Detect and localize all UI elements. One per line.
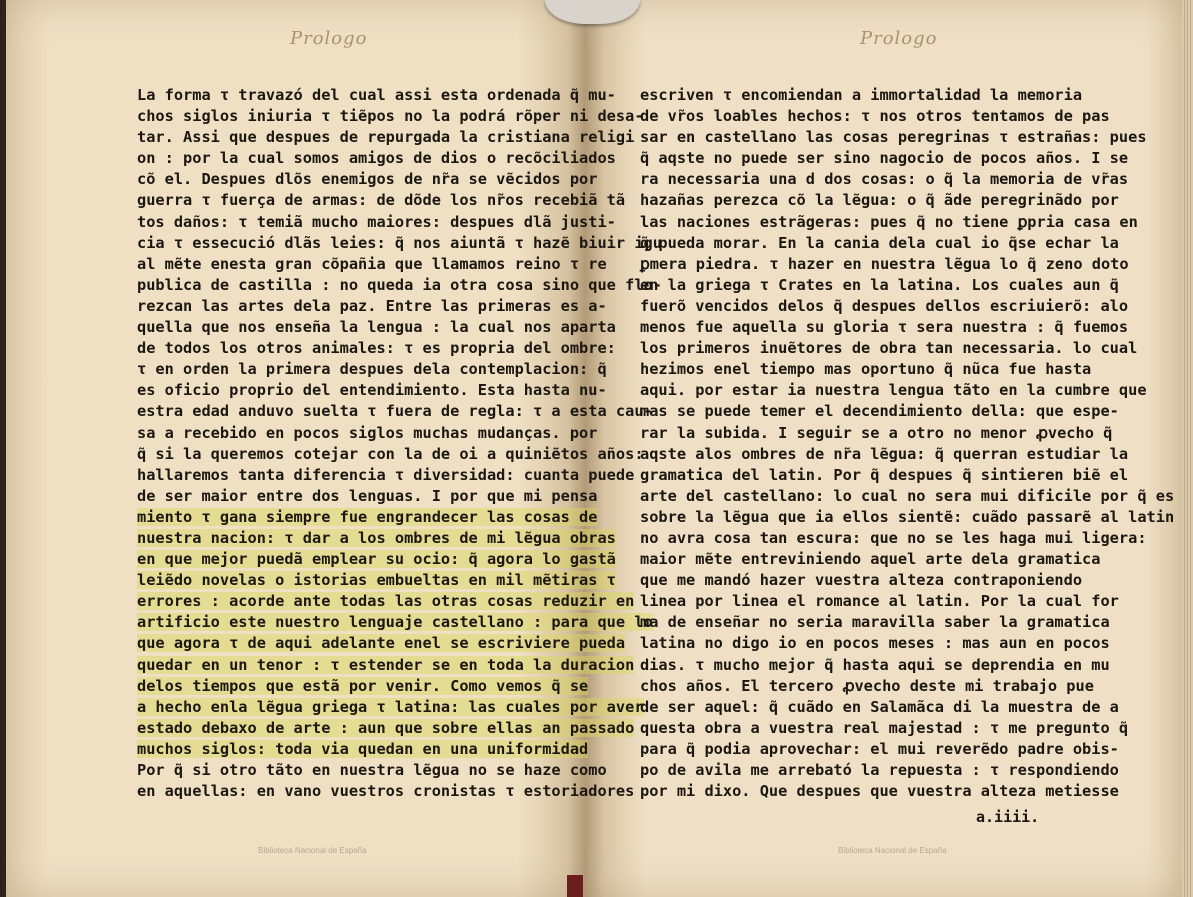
text-line: por mi dixo. Que despues que vuestra alteza metiesse: [640, 782, 1119, 801]
text-line: estra edad anduvo suelta τ fuera de regla: τ a esta cau-: [137, 402, 653, 421]
text-line: estado debaxo de arte : aun que sobre ellas an passado: [137, 718, 635, 737]
text-line: sobre la lẽgua que ia ellos sientẽ: cuãdo passarẽ al latin: [640, 507, 1175, 526]
text-line: artificio este nuestro lenguaje castellano : para que lo: [137, 613, 653, 632]
text-line: menos fue aquella su gloria τ sera nuestra : q̃ fuemos: [640, 318, 1129, 337]
left-page-text: [137, 85, 662, 802]
text-line: ꝑmera piedra. τ hazer en nuestra lẽgua lo q̃ zeno doto: [640, 254, 1129, 273]
ribbon-marker: [567, 875, 583, 897]
right-page-text: [640, 85, 1174, 802]
text-line: ma de enseñar no seria maravilla saber la gramatica: [640, 613, 1110, 632]
text-line: miento τ gana siempre fue engrandecer las cosas de: [137, 507, 598, 526]
text-line: ra necessaria una d dos cosas: o q̃ la memoria de vr̃as: [640, 170, 1129, 189]
text-line: gramatica del latin. Por q̃ despues q̃ sintieren biẽ el: [640, 465, 1129, 484]
text-line: Por q̃ si otro tãto en nuestra lẽgua no se haze como: [137, 761, 607, 779]
text-line: de ser maior entre dos lenguas. I por que mi pensa: [137, 486, 598, 505]
text-line: maior mẽte entreviniendo aquel arte dela gramatica: [640, 550, 1101, 569]
text-line: chos siglos iniuria τ tiẽpos no la podrá rõper ni desa-: [137, 107, 644, 126]
text-line: escriven τ encomiendan a immortalidad la memoria: [640, 86, 1083, 104]
signature-mark: a.iiii.: [976, 808, 1040, 826]
left-page-header: Prologo: [290, 28, 368, 49]
text-line: tar. Assi que despues de repurgada la cristiana religi: [137, 128, 635, 147]
right-page-header: Prologo: [860, 28, 938, 49]
text-line: arte del castellano: lo cual no sera mui dificile por q̃ es: [640, 486, 1175, 505]
text-line: hezimos enel tiempo mas oportuno q̃ nũca fue hasta: [640, 360, 1092, 379]
text-line: rar la subida. I seguir se a otro no menor ꝓvecho q̃: [640, 423, 1113, 442]
text-line: po de avila me arrebató la repuesta : τ respondiendo: [640, 761, 1119, 779]
text-line: publica de castilla : no queda ia otra cosa sino que flo-: [137, 275, 662, 294]
text-line: hazañas perezca cõ la lẽgua: o q̃ ãde peregrinãdo por: [640, 191, 1119, 210]
text-line: cia τ essecució dlãs leies: q̃ nos aiuntã τ hazẽ biuir igu: [137, 233, 662, 252]
text-line: delos tiempos que estã por venir. Como vemos q̃ se: [137, 676, 589, 695]
text-line: es oficio proprio del entendimiento. Esta hasta nu-: [137, 381, 607, 400]
text-line: no avra cosa tan escura: que no se les haga mui ligera:: [640, 528, 1147, 547]
text-line: de ser aquel: q̃ cuãdo en Salamãca di la muestra de a: [640, 697, 1119, 716]
text-line: fuerõ vencidos delos q̃ despues dellos escriuierõ: alo: [640, 296, 1129, 315]
text-line: en que mejor puedã emplear su ocio: q̃ agora lo gastã: [137, 550, 616, 569]
text-line: sa a recebido en pocos siglos muchas mudanças. por: [137, 423, 598, 442]
text-line: guerra τ fuerça de armas: de dõde los nr̃os recebiã tã: [137, 191, 626, 210]
text-line: de todos los otros animales: τ es propria del ombre:: [137, 339, 616, 358]
text-line: chos años. El tercero ꝓvecho deste mi trabajo pue: [640, 676, 1094, 695]
text-line: sar en castellano las cosas peregrinas τ estrañas: pues: [640, 128, 1147, 147]
text-line: leiẽdo novelas o istorias embueltas en mil mẽtiras τ: [137, 571, 616, 590]
text-line: q̃ aqste no puede ser sino nagocio de pocos años. I se: [640, 149, 1129, 168]
text-line: latina no digo io en pocos meses : mas aun en pocos: [640, 634, 1110, 653]
text-line: muchos siglos: toda via quedan en una uniformidad: [137, 739, 589, 758]
text-line: La forma τ travazó del cual assi esta ordenada q̃ mu-: [137, 86, 616, 104]
text-line: nuestra nacion: τ dar a los ombres de mi lẽgua obras: [137, 528, 616, 547]
text-line: las naciones estrãgeras: pues q̃ no tiene ꝑpria casa en: [640, 212, 1138, 231]
text-line: on : por la cual somos amigos de dios o recõciliados: [137, 149, 616, 168]
text-line: que me mandó hazer vuestra alteza contraponiendo: [640, 571, 1083, 590]
text-line: q̃ si la queremos cotejar con la de oi a quiniẽtos años:: [137, 444, 644, 463]
right-watermark: Biblioteca Nacional de España: [838, 846, 947, 855]
page-edges: [1182, 0, 1193, 897]
text-line: linea por linea el romance al latin. Por la cual for: [640, 592, 1119, 611]
text-line: quella que nos enseña la lengua : la cual nos aparta: [137, 318, 616, 337]
text-line: para q̃ podia aprovechar: el mui reverẽdo padre obis-: [640, 739, 1119, 758]
text-line: errores : acorde ante todas las otras cosas reduzir en: [137, 592, 635, 611]
text-line: de vr̃os loables hechos: τ nos otros tentamos de pas: [640, 107, 1110, 126]
text-line: a hecho enla lẽgua griega τ latina: las cuales por aver: [137, 697, 644, 716]
text-line: quedar en un tenor : τ estender se en toda la duracion: [137, 655, 635, 674]
text-line: mas se puede temer el decendimiento della: que espe-: [640, 402, 1119, 421]
text-line: τ en orden la primera despues dela contemplacion: q̃: [137, 360, 607, 379]
text-line: en la griega τ Crates en la latina. Los cuales aun q̃: [640, 275, 1119, 294]
text-line: hallaremos tanta diferencia τ diversidad: cuanta puede: [137, 465, 635, 484]
text-line: tos daños: τ temiã mucho maiores: despues dlã justi-: [137, 212, 616, 231]
text-line: rezcan las artes dela paz. Entre las primeras es a-: [137, 296, 607, 315]
text-line: al mẽte enesta gran cõpañia que llamamos reino τ re: [137, 254, 607, 273]
text-line: questa obra a vuestra real majestad : τ me pregunto q̃: [640, 718, 1129, 737]
left-watermark: Biblioteca Nacional de España: [258, 846, 367, 855]
text-line: que agora τ de aqui adelante enel se escriviere pueda: [137, 634, 626, 653]
text-line: cõ el. Despues dlõs enemigos de nr̃a se vẽcidos por: [137, 170, 598, 189]
text-line: aqste alos ombres de nr̃a lẽgua: q̃ querran estudiar la: [640, 444, 1129, 463]
text-line: q̃ pueda morar. En la cania dela cual io q̃se echar la: [640, 233, 1119, 252]
text-line: aqui. por estar ia nuestra lengua tãto en la cumbre que: [640, 381, 1147, 400]
text-line: dias. τ mucho mejor q̃ hasta aqui se deprendia en mu: [640, 655, 1110, 674]
text-line: los primeros inuẽtores de obra tan necessaria. lo cual: [640, 339, 1138, 358]
text-line: en aquellas: en vano vuestros cronistas τ estoriadores: [137, 782, 635, 801]
